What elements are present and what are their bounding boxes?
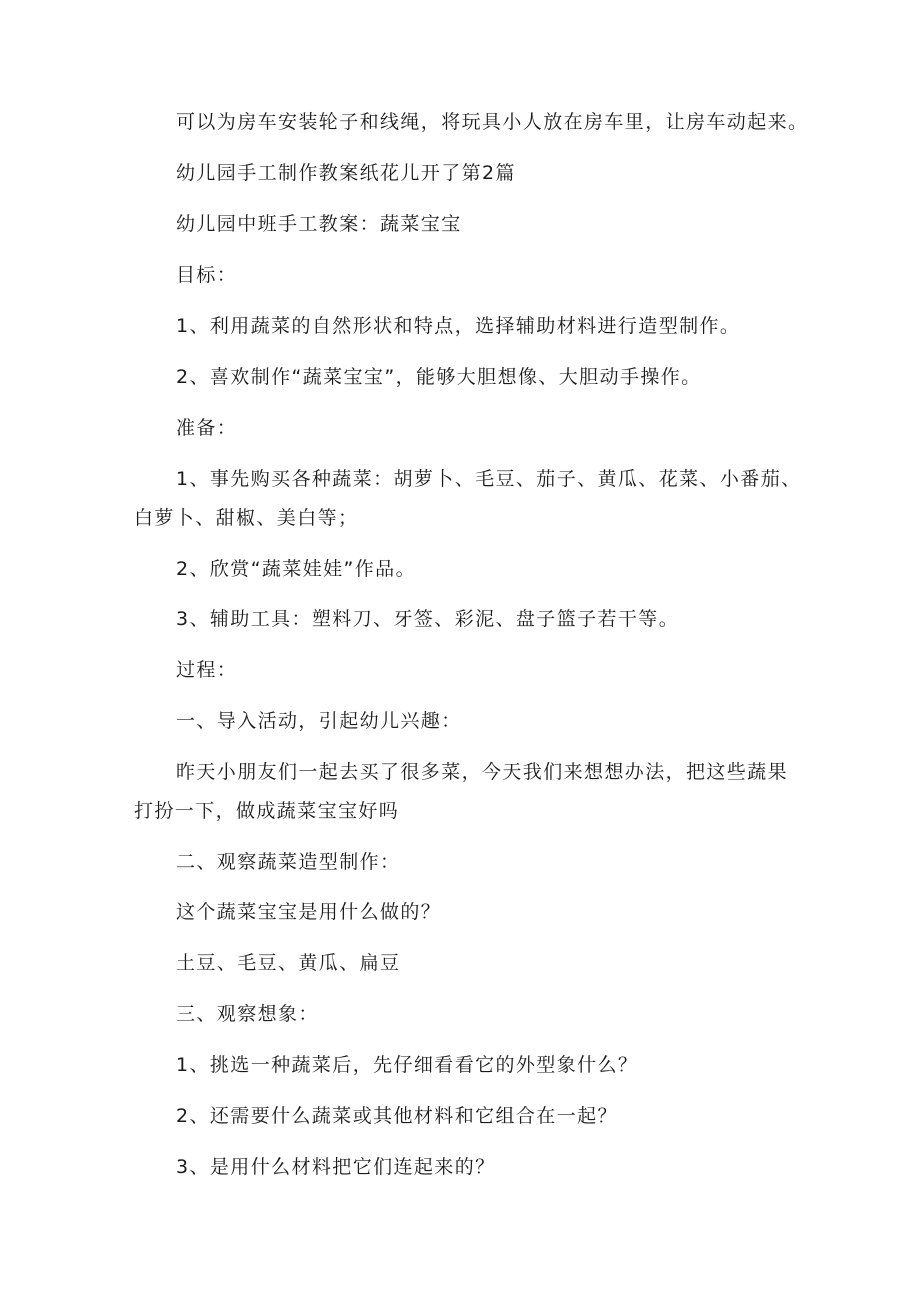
step-2-answer: 土豆、毛豆、黄瓜、扁豆 bbox=[176, 952, 401, 974]
prep-item-1-line-2: 白萝卜、甜椒、美白等； bbox=[134, 507, 359, 529]
heading-preparation: 准备： bbox=[176, 417, 238, 439]
section-title-paper-flowers: 幼儿园手工制作教案纸花儿开了第2篇 bbox=[176, 162, 516, 184]
goal-item-1: 1、利用蔬菜的自然形状和特点，选择辅助材料进行造型制作。 bbox=[176, 315, 741, 337]
step-2-heading: 二、观察蔬菜造型制作： bbox=[176, 851, 401, 873]
lesson-title-vegetable-babies: 幼儿园中班手工教案：蔬菜宝宝 bbox=[176, 213, 462, 235]
step-1-text-line-2: 打扮一下，做成蔬菜宝宝好吗 bbox=[134, 800, 400, 822]
step-2-question: 这个蔬菜宝宝是用什么做的？ bbox=[176, 901, 442, 923]
step-1-text-line-1: 昨天小朋友们一起去买了很多菜，今天我们来想想办法，把这些蔬果 bbox=[176, 761, 789, 783]
heading-goals: 目标： bbox=[176, 264, 238, 286]
step-3-item-1: 1、挑选一种蔬菜后，先仔细看看它的外型象什么？ bbox=[176, 1054, 639, 1076]
step-1-heading: 一、导入活动，引起幼儿兴趣： bbox=[176, 710, 462, 732]
paragraph-rv-wheels: 可以为房车安装轮子和线绳，将玩具小人放在房车里，让房车动起来。 bbox=[176, 111, 809, 133]
step-3-item-2: 2、还需要什么蔬菜或其他材料和它组合在一起？ bbox=[176, 1105, 618, 1127]
step-3-heading: 三、观察想象： bbox=[176, 1003, 319, 1025]
prep-item-1-line-1: 1、事先购买各种蔬菜：胡萝卜、毛豆、茄子、黄瓜、花菜、小番茄、 bbox=[176, 468, 802, 490]
prep-item-2: 2、欣赏“蔬菜娃娃”作品。 bbox=[176, 558, 416, 580]
prep-item-3: 3、辅助工具：塑料刀、牙签、彩泥、盘子篮子若干等。 bbox=[176, 608, 680, 630]
step-3-item-3: 3、是用什么材料把它们连起来的？ bbox=[176, 1156, 496, 1178]
heading-process: 过程： bbox=[176, 659, 238, 681]
goal-item-2: 2、喜欢制作“蔬菜宝宝”，能够大胆想像、大胆动手操作。 bbox=[176, 366, 702, 388]
